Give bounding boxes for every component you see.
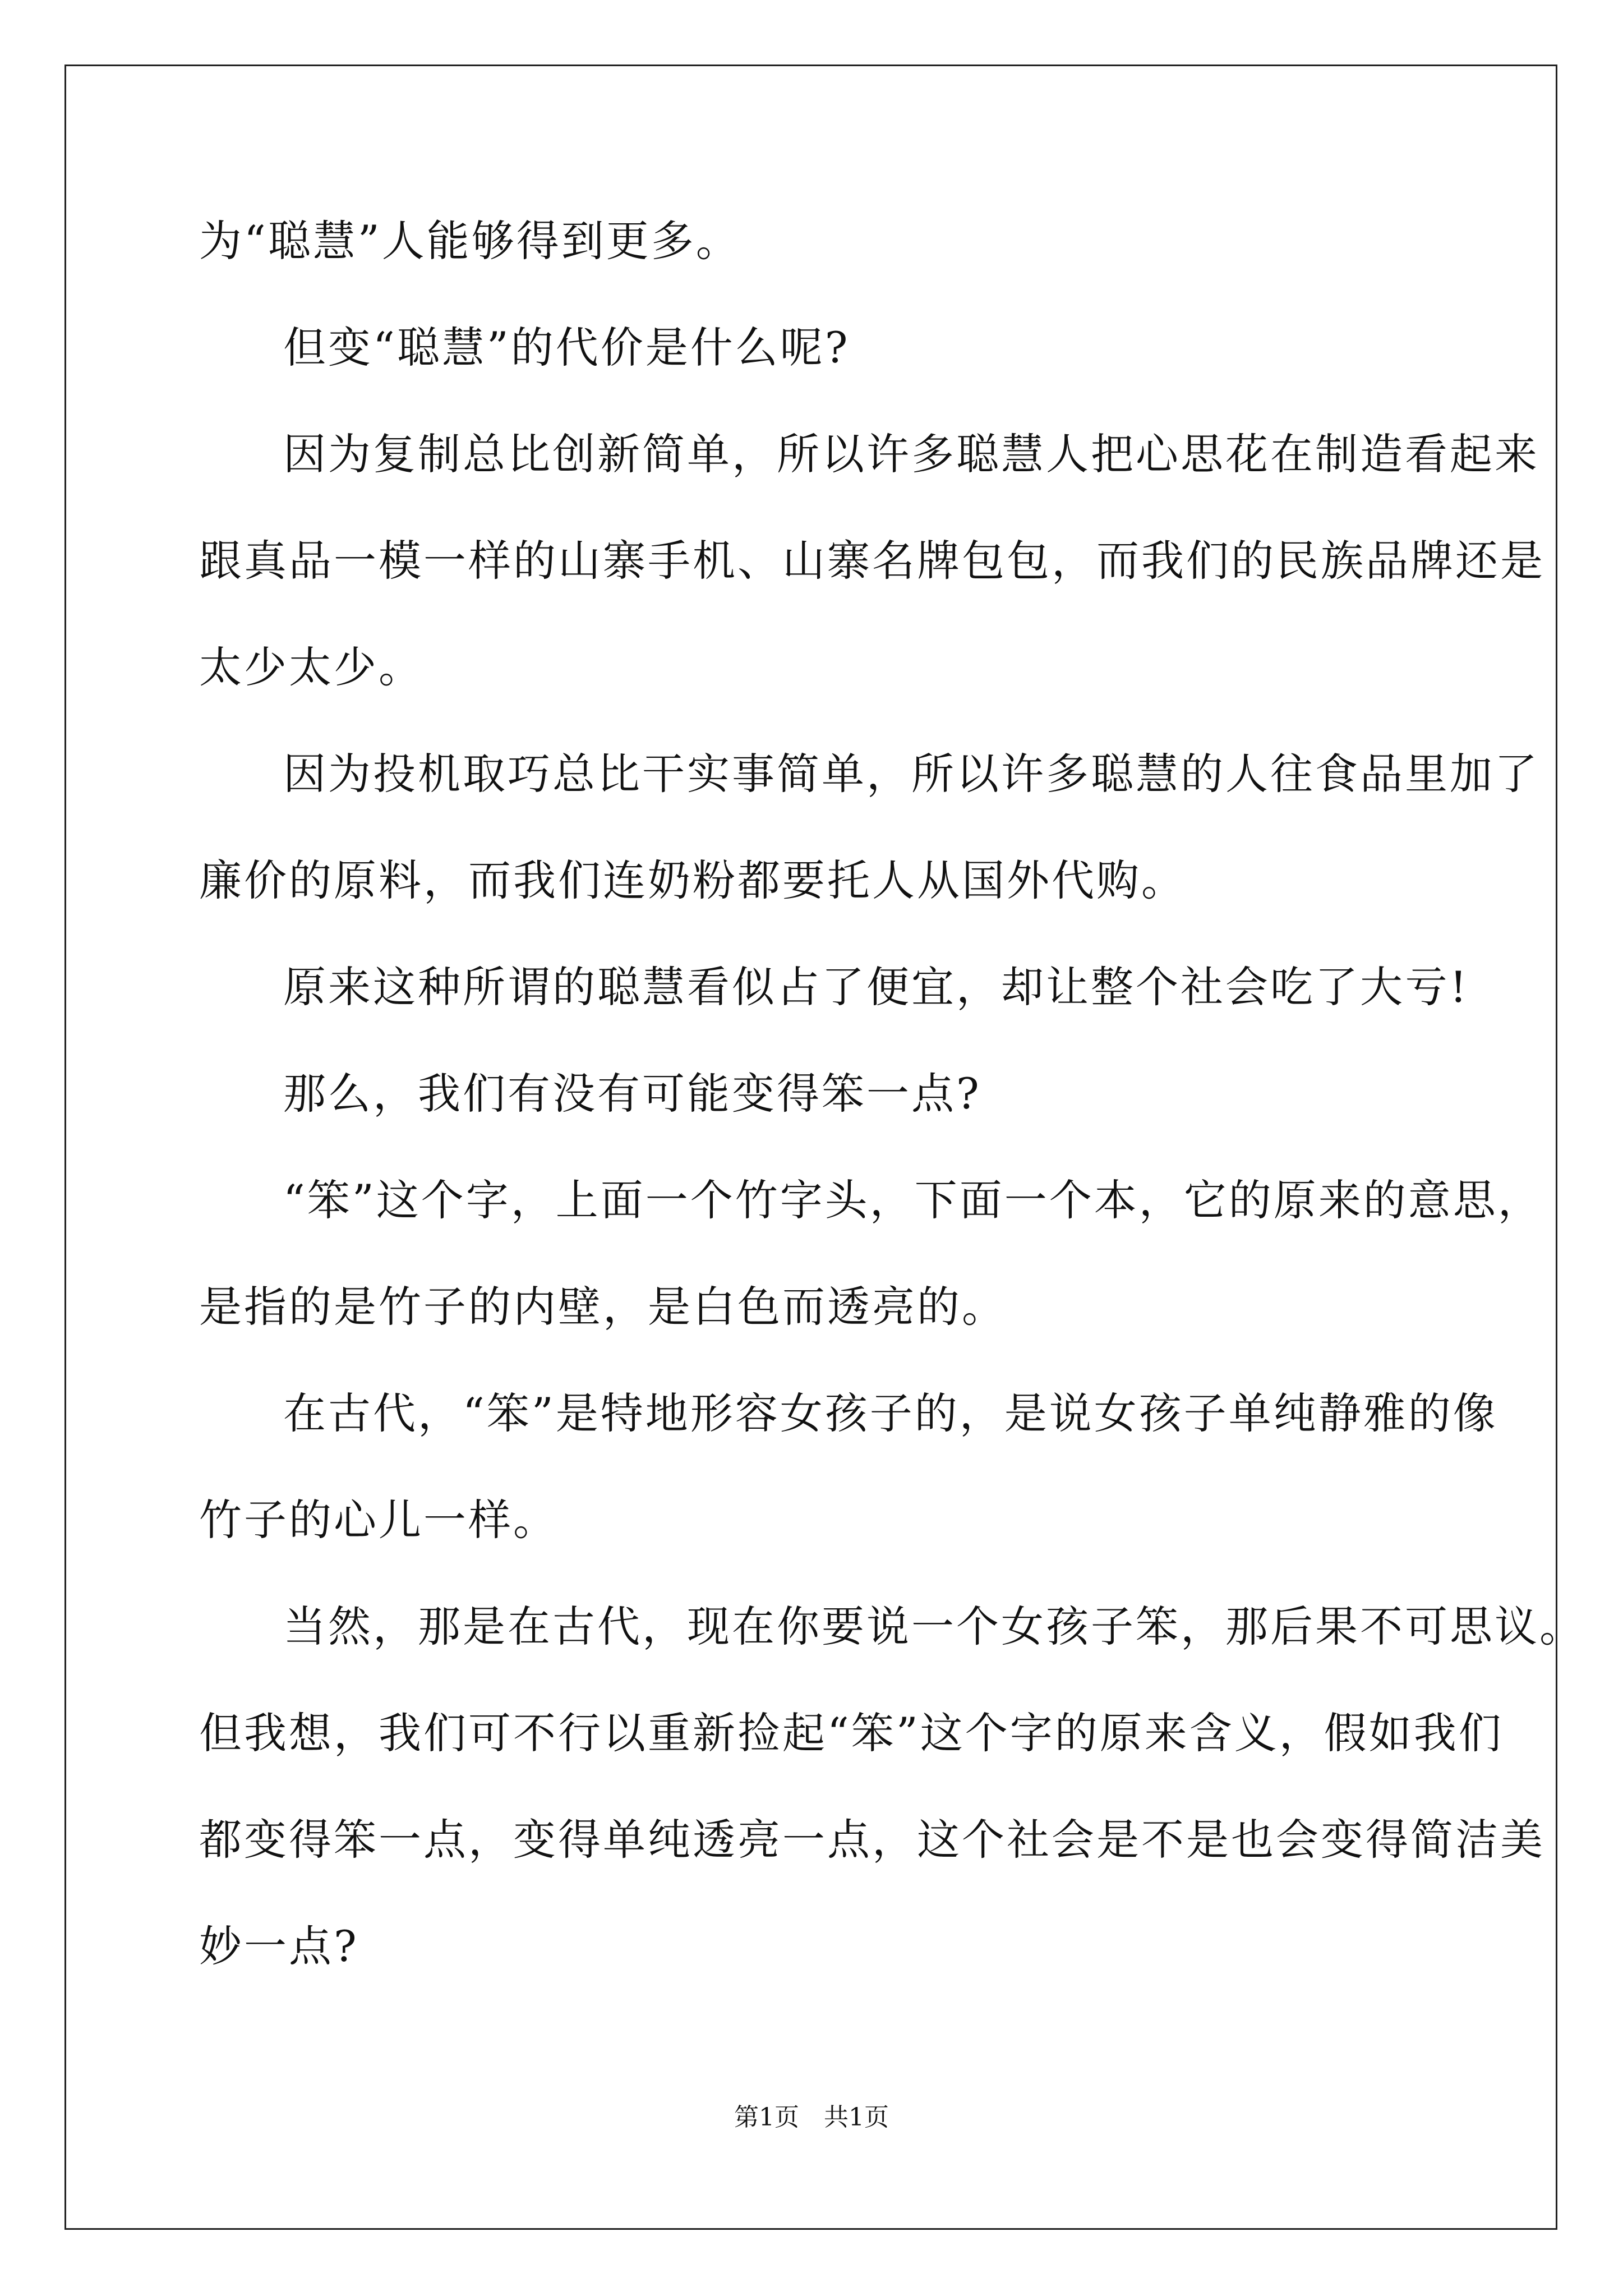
text-line: 原来这种所谓的聪慧看似占了便宜，却让整个社会吃了大亏!	[283, 962, 1469, 1012]
text-line: 但我想，我们可不行以重新捡起“笨”这个字的原来含义，假如我们	[199, 1708, 1504, 1758]
text-line: 为“聪慧”人能够得到更多。	[199, 216, 741, 266]
text-line: 太少太少。	[199, 642, 423, 692]
page-border	[64, 65, 1557, 2230]
text-line: 妙一点?	[199, 1921, 359, 1971]
text-line: 但变“聪慧”的代价是什么呢?	[283, 323, 850, 372]
text-line: 当然，那是在古代，现在你要说一个女孩子笨，那后果不可思议。	[283, 1602, 1584, 1651]
text-line: 因为投机取巧总比干实事简单，所以许多聪慧的人往食品里加了	[283, 749, 1539, 799]
text-line: 竹子的心儿一样。	[199, 1495, 558, 1545]
text-line: “笨”这个字，上面一个竹字头，下面一个本，它的原来的意思，	[283, 1175, 1543, 1225]
text-line: 廉价的原料，而我们连奶粉都要托人从国外代购。	[199, 855, 1186, 905]
text-line: 是指的是竹子的内壁，是白色而透亮的。	[199, 1282, 1007, 1332]
page-number: 第1页 共1页	[734, 2103, 889, 2132]
text-line: 都变得笨一点，变得单纯透亮一点，这个社会是不是也会变得简洁美	[199, 1815, 1545, 1865]
text-line: 在古代，“笨”是特地形容女孩子的，是说女孩子单纯静雅的像	[283, 1388, 1498, 1438]
text-line: 那么，我们有没有可能变得笨一点?	[283, 1069, 981, 1119]
text-line: 跟真品一模一样的山寨手机、山寨名牌包包，而我们的民族品牌还是	[199, 536, 1545, 586]
text-line: 因为复制总比创新简单，所以许多聪慧人把心思花在制造看起来	[283, 429, 1539, 479]
